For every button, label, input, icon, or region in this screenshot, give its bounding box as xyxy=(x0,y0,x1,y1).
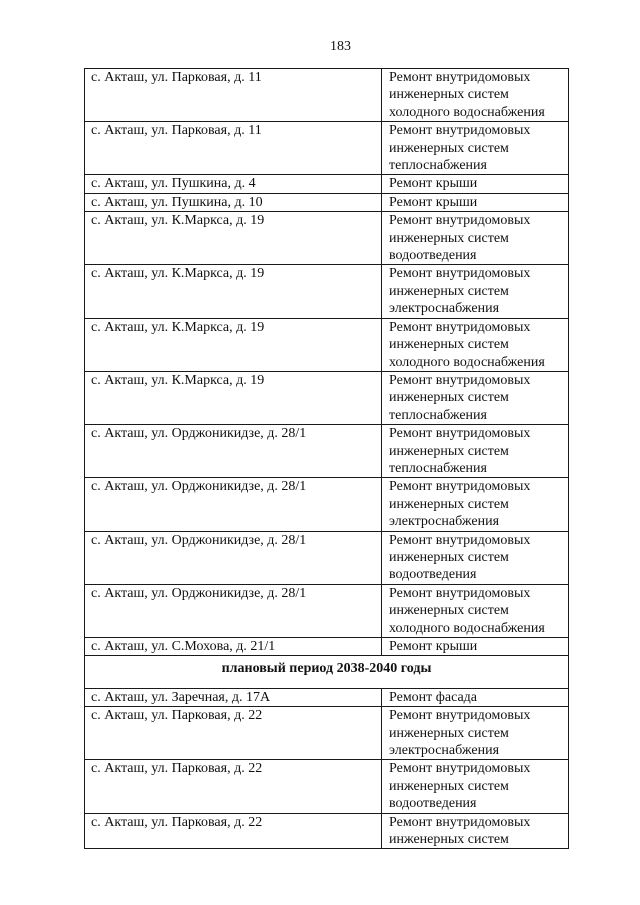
work-type-line: инженерных систем xyxy=(389,603,509,619)
work-type-line: Ремонт внутридомовых xyxy=(389,761,531,777)
address-cell: с. Акташ, ул. Парковая, д. 11 xyxy=(85,122,382,175)
work-type-line: Ремонт внутридомовых xyxy=(389,814,531,830)
work-type-cell xyxy=(382,318,569,371)
address-cell: с. Акташ, ул. Орджоникидзе, д. 28/1 xyxy=(85,425,382,478)
work-type-line: Ремонт внутридомовых xyxy=(389,266,531,282)
work-type-cell xyxy=(382,638,569,656)
work-type-line: водоотведения xyxy=(389,796,477,812)
work-type-line: водоотведения xyxy=(389,567,477,583)
work-type-line: холодного водоснабжения xyxy=(389,104,545,120)
table-row xyxy=(85,638,569,656)
work-type-cell xyxy=(382,707,569,760)
work-type-line: инженерных систем xyxy=(389,725,509,741)
work-type-cell xyxy=(382,265,569,318)
address-cell: с. Акташ, ул. Парковая, д. 11 xyxy=(85,69,382,122)
work-type-line: Ремонт фасада xyxy=(389,689,478,705)
work-type-line: инженерных систем xyxy=(389,390,509,406)
work-type-line: холодного водоснабжения xyxy=(389,620,545,636)
work-type-cell xyxy=(382,193,569,211)
work-type-line: инженерных систем xyxy=(389,283,509,299)
work-type-cell xyxy=(382,688,569,706)
address-cell: с. Акташ, ул. Парковая, д. 22 xyxy=(85,707,382,760)
address-cell: с. Акташ, ул. Парковая, д. 22 xyxy=(85,760,382,813)
work-type-line: инженерных систем xyxy=(389,140,509,156)
table-row xyxy=(85,69,569,122)
work-type-cell xyxy=(382,425,569,478)
address-cell: с. Акташ, ул. К.Маркса, д. 19 xyxy=(85,318,382,371)
work-type-line: инженерных систем xyxy=(389,230,509,246)
work-type-line: Ремонт внутридомовых xyxy=(389,372,531,388)
table-row xyxy=(85,813,569,849)
section-heading-row xyxy=(85,656,569,688)
work-type-line: теплоснабжения xyxy=(389,158,487,174)
table-row xyxy=(85,584,569,637)
work-type-cell xyxy=(382,813,569,849)
work-type-line: Ремонт внутридомовых xyxy=(389,426,531,442)
work-type-line: инженерных систем xyxy=(389,496,509,512)
work-type-line: холодного водоснабжения xyxy=(389,354,545,370)
address-cell: с. Акташ, ул. Пушкина, д. 4 xyxy=(85,175,382,193)
table-row xyxy=(85,122,569,175)
work-type-line: Ремонт крыши xyxy=(389,639,478,654)
address-cell: с. Акташ, ул. Орджоникидзе, д. 28/1 xyxy=(85,478,382,531)
work-type-line: Ремонт внутридомовых xyxy=(389,708,531,724)
work-type-line: инженерных систем xyxy=(389,87,509,103)
table-row xyxy=(85,212,569,265)
work-type-line: Ремонт внутридомовых xyxy=(389,319,531,335)
table-row xyxy=(85,425,569,478)
section-heading: плановый период 2038-2040 годы xyxy=(85,656,569,688)
work-type-cell xyxy=(382,212,569,265)
works-table xyxy=(84,68,569,849)
work-type-line: Ремонт внутридомовых xyxy=(389,70,531,85)
address-cell: с. Акташ, ул. К.Маркса, д. 19 xyxy=(85,371,382,424)
address-cell: с. Акташ, ул. Орджоникидзе, д. 28/1 xyxy=(85,584,382,637)
work-type-cell xyxy=(382,69,569,122)
work-type-line: инженерных систем xyxy=(389,443,509,459)
work-type-line: Ремонт крыши xyxy=(389,194,478,210)
address-cell: с. Акташ, ул. С.Мохова, д. 21/1 xyxy=(85,638,382,656)
work-type-line: теплоснабжения xyxy=(389,460,487,476)
work-type-line: инженерных систем xyxy=(389,778,509,794)
table-row xyxy=(85,707,569,760)
work-type-line: Ремонт крыши xyxy=(389,176,478,192)
table-row xyxy=(85,688,569,706)
work-type-line: Ремонт внутридомовых xyxy=(389,479,531,495)
address-cell: с. Акташ, ул. К.Маркса, д. 19 xyxy=(85,212,382,265)
work-type-cell xyxy=(382,478,569,531)
work-type-line: водоотведения xyxy=(389,248,477,264)
work-type-cell xyxy=(382,175,569,193)
work-type-line: инженерных систем xyxy=(389,832,509,848)
work-type-line: Ремонт внутридомовых xyxy=(389,123,531,139)
address-cell: с. Акташ, ул. Орджоникидзе, д. 28/1 xyxy=(85,531,382,584)
page-number: 183 xyxy=(330,39,351,54)
work-type-cell xyxy=(382,584,569,637)
table-row xyxy=(85,478,569,531)
address-cell: с. Акташ, ул. Заречная, д. 17А xyxy=(85,688,382,706)
table-row xyxy=(85,371,569,424)
work-type-cell xyxy=(382,760,569,813)
work-type-cell xyxy=(382,531,569,584)
work-type-line: Ремонт внутридомовых xyxy=(389,213,531,229)
table-row xyxy=(85,265,569,318)
address-cell: с. Акташ, ул. Пушкина, д. 10 xyxy=(85,193,382,211)
work-type-line: инженерных систем xyxy=(389,337,509,353)
work-type-line: электроснабжения xyxy=(389,301,500,317)
work-type-line: инженерных систем xyxy=(389,549,509,565)
work-type-line: Ремонт внутридомовых xyxy=(389,585,531,601)
works-table-body xyxy=(85,69,569,849)
address-cell: с. Акташ, ул. Парковая, д. 22 xyxy=(85,813,382,849)
table-row xyxy=(85,531,569,584)
work-type-cell xyxy=(382,371,569,424)
work-type-line: электроснабжения xyxy=(389,514,500,530)
table-row xyxy=(85,760,569,813)
work-type-line: Ремонт внутридомовых xyxy=(389,532,531,548)
table-row xyxy=(85,175,569,193)
work-type-line: электроснабжения xyxy=(389,743,500,759)
work-type-line: теплоснабжения xyxy=(389,407,487,423)
table-row xyxy=(85,318,569,371)
table-row xyxy=(85,193,569,211)
address-cell: с. Акташ, ул. К.Маркса, д. 19 xyxy=(85,265,382,318)
work-type-cell xyxy=(382,122,569,175)
